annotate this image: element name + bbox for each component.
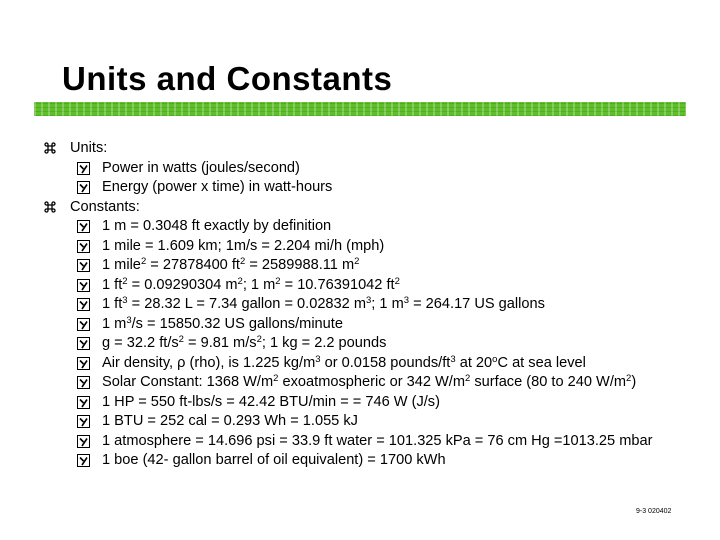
list-item-text: 1 HP = 550 ft-lbs/s = 42.42 BTU/min = = 746 W (J/s): [102, 393, 440, 410]
list-item: [44, 354, 694, 374]
list-item-text: Power in watts (joules/second): [102, 159, 300, 176]
bullet-list: [44, 139, 694, 471]
list-item: [44, 393, 694, 413]
list-item: [44, 412, 694, 432]
checkbox-y-icon: [77, 435, 90, 448]
section-label: Constants:: [70, 198, 140, 215]
list-item-text: 1 boe (42- gallon barrel of oil equivalent) = 1700 kWh: [102, 452, 446, 468]
checkbox-y-icon: [77, 415, 90, 428]
command-key-icon: [44, 142, 56, 154]
checkbox-y-icon: [77, 279, 90, 292]
checkbox-y-icon: [77, 162, 90, 175]
checkbox-y-icon: [77, 357, 90, 370]
checkbox-y-icon: [77, 454, 90, 467]
title-underline: [34, 102, 686, 116]
checkbox-y-icon: [77, 318, 90, 331]
list-item: [44, 159, 694, 179]
checkbox-y-icon: [77, 396, 90, 409]
checkbox-y-icon: [77, 181, 90, 194]
section-constants: [44, 198, 694, 218]
checkbox-y-icon: [77, 220, 90, 233]
list-item-text: 1 m = 0.3048 ft exactly by definition: [102, 218, 332, 234]
list-item-text: 1 $ft^2 = 0.09290304$ $m^2$; 1 $m^2 = 10.76391042$ $ft^2$: [102, 275, 400, 293]
list-item: [44, 276, 694, 296]
command-key-icon: [44, 201, 56, 213]
list-item-text: 1 BTU = 252 cal = 0.293 Wh = 1.055 kJ: [102, 413, 358, 429]
slide-footer: 9-3 020402: [636, 508, 672, 515]
list-item-text: 1 $ft^3 = 28.32$ L = 7.34 gallon = 0.02832 $m^3$; 1 $m^3 = 264.17$ US gallons: [102, 295, 545, 312]
checkbox-y-icon: [77, 259, 90, 272]
list-item: [44, 315, 694, 335]
list-item: [44, 334, 694, 354]
list-item: [44, 373, 694, 393]
list-item-text: g = 32.2 $ft/s^2 = 9.81$ $m/s^2$; 1 kg = 2.2 pounds: [102, 334, 387, 351]
checkbox-y-icon: [77, 240, 90, 253]
list-item: [44, 432, 694, 452]
list-item-text: Air density, ρ (rho), is 1.225 $kg/m^3$ or 0.0158 pounds/$ft^3$ at 20$^o$C at sea level: [102, 353, 586, 371]
checkbox-y-icon: [77, 298, 90, 311]
list-item: [44, 237, 694, 257]
list-item: [44, 295, 694, 315]
list-item-text: 1 atmosphere = 14.696 psi = 33.9 ft water = 101.325 kPa = 76 cm Hg =1013.25 mbar: [102, 432, 653, 449]
list-item: [44, 178, 694, 198]
list-item: [44, 451, 694, 471]
checkbox-y-icon: [77, 376, 90, 389]
list-item: [44, 256, 694, 276]
list-item-text: Energy (power x time) in watt-hours: [102, 179, 333, 195]
list-item-text: 1 mile = 1.609 km; 1m/s = 2.204 mi/h (mph): [102, 237, 385, 254]
list-item: [44, 217, 694, 237]
constants-list: [44, 217, 694, 471]
checkbox-y-icon: [77, 337, 90, 350]
list-item-text: 1 $m^3/s = 15850.32$ US gallons/minute: [102, 314, 343, 332]
list-item-text: Solar Constant: 1368 $W/m^2$ exoatmospheric or 342 $W/m^2$ surface (80 to 240 $W/m^2$): [102, 373, 637, 390]
page-title: Units and Constants: [62, 60, 393, 97]
section-units: [44, 139, 694, 159]
section-label: Units:: [70, 140, 108, 156]
list-item-text: 1 mile$^2$ = 27878400 $ft^2 = 2589988.11$ $m^2$: [102, 256, 360, 273]
